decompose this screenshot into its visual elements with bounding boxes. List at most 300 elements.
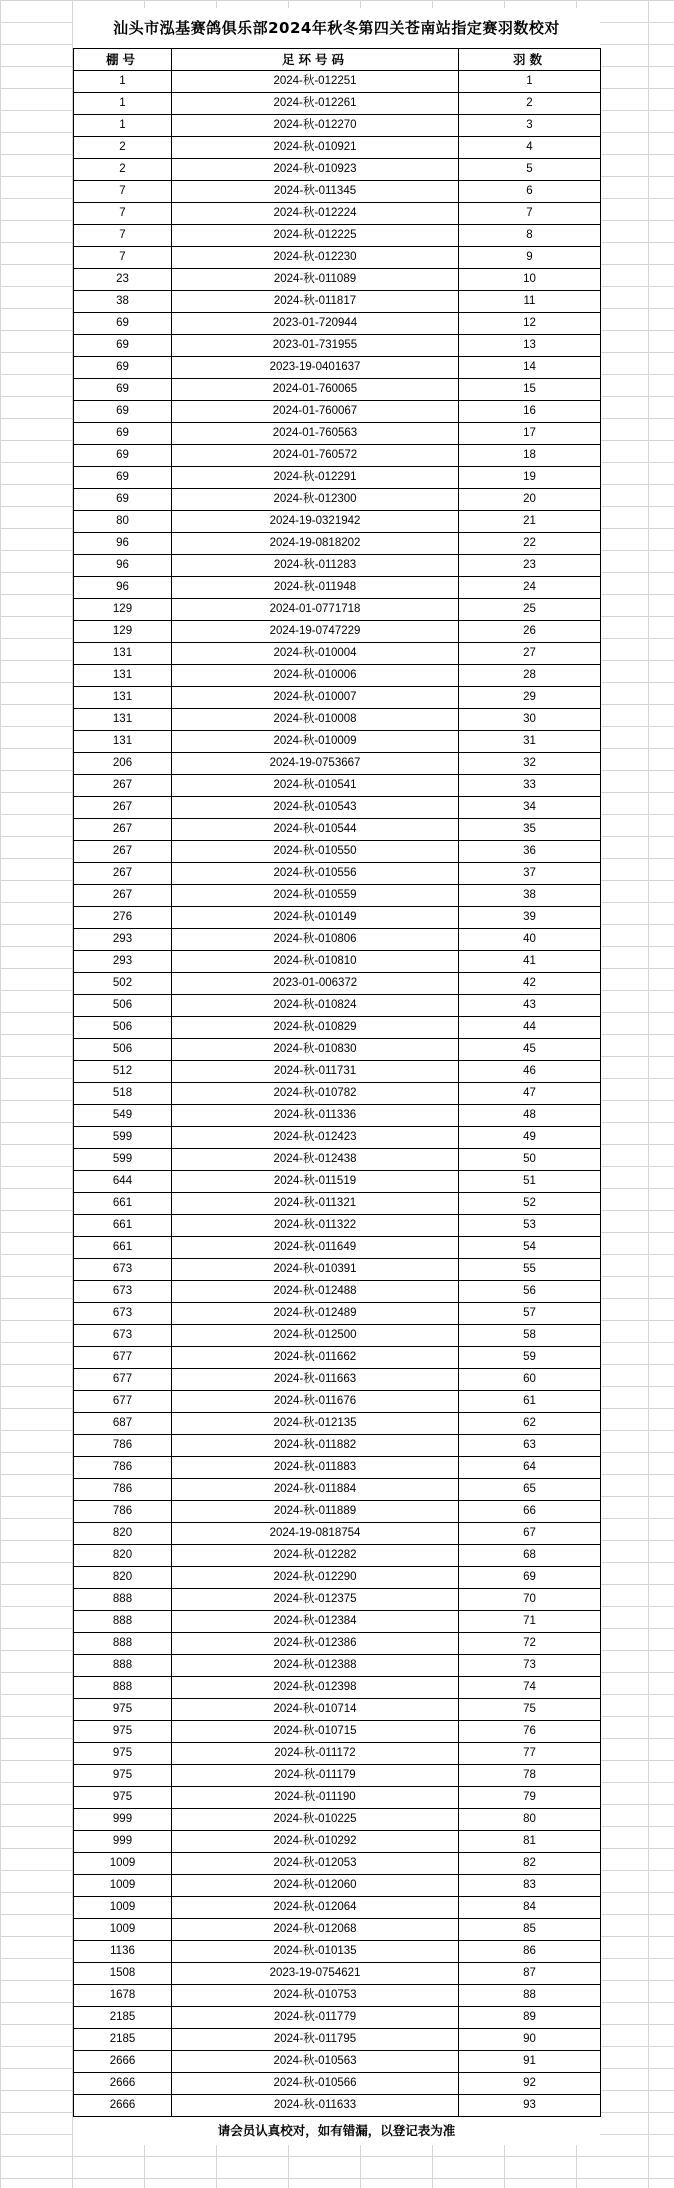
cell-bird-count: 90: [459, 2029, 601, 2051]
cell-ring-number: 2024-秋-012261: [172, 93, 459, 115]
table-row: [74, 1281, 601, 1303]
cell-loft-number: 7: [74, 181, 172, 203]
cell-loft-number: 1: [74, 115, 172, 137]
cell-bird-count: 69: [459, 1567, 601, 1589]
cell-ring-number: 2024-秋-010806: [172, 929, 459, 951]
cell-ring-number: 2024-秋-010563: [172, 2051, 459, 2073]
cell-loft-number: 1: [74, 93, 172, 115]
cell-loft-number: 2666: [74, 2051, 172, 2073]
cell-bird-count: 73: [459, 1655, 601, 1677]
cell-ring-number: 2024-秋-012270: [172, 115, 459, 137]
table-row: [74, 115, 601, 137]
cell-ring-number: 2024-秋-012053: [172, 1853, 459, 1875]
cell-ring-number: 2024-秋-010007: [172, 687, 459, 709]
table-row: [74, 2029, 601, 2051]
cell-bird-count: 4: [459, 137, 601, 159]
cell-ring-number: 2024-秋-011948: [172, 577, 459, 599]
cell-bird-count: 62: [459, 1413, 601, 1435]
table-row: [74, 907, 601, 929]
cell-ring-number: 2024-秋-011321: [172, 1193, 459, 1215]
cell-loft-number: 267: [74, 863, 172, 885]
cell-bird-count: 92: [459, 2073, 601, 2095]
table-row: [74, 2095, 601, 2117]
table-row: [74, 159, 601, 181]
cell-loft-number: 2185: [74, 2007, 172, 2029]
cell-bird-count: 55: [459, 1259, 601, 1281]
cell-loft-number: 673: [74, 1325, 172, 1347]
cell-loft-number: 506: [74, 1039, 172, 1061]
cell-bird-count: 77: [459, 1743, 601, 1765]
cell-ring-number: 2024-19-0321942: [172, 511, 459, 533]
cell-ring-number: 2024-秋-010004: [172, 643, 459, 665]
cell-ring-number: 2023-01-006372: [172, 973, 459, 995]
cell-loft-number: 2666: [74, 2073, 172, 2095]
cell-loft-number: 1009: [74, 1919, 172, 1941]
table-row: [74, 665, 601, 687]
table-row: [74, 2073, 601, 2095]
cell-ring-number: 2024-秋-011882: [172, 1435, 459, 1457]
cell-loft-number: 786: [74, 1435, 172, 1457]
table-row: [74, 863, 601, 885]
cell-bird-count: 50: [459, 1149, 601, 1171]
table-row: [74, 1787, 601, 1809]
cell-ring-number: 2024-秋-010753: [172, 1985, 459, 2007]
cell-ring-number: 2024-秋-011322: [172, 1215, 459, 1237]
table-row: [74, 1435, 601, 1457]
cell-ring-number: 2024-秋-012398: [172, 1677, 459, 1699]
cell-bird-count: 27: [459, 643, 601, 665]
table-row: [74, 709, 601, 731]
cell-loft-number: 1136: [74, 1941, 172, 1963]
table-row: [74, 599, 601, 621]
cell-bird-count: 35: [459, 819, 601, 841]
cell-bird-count: 2: [459, 93, 601, 115]
cell-loft-number: 7: [74, 225, 172, 247]
cell-ring-number: 2024-秋-012489: [172, 1303, 459, 1325]
table-row: [74, 269, 601, 291]
table-row: [74, 885, 601, 907]
table-row: [74, 1919, 601, 1941]
header-loft-number: 棚号: [74, 49, 172, 71]
cell-ring-number: 2024-秋-011633: [172, 2095, 459, 2117]
cell-ring-number: 2024-秋-010541: [172, 775, 459, 797]
cell-ring-number: 2023-19-0754621: [172, 1963, 459, 1985]
table-row: [74, 357, 601, 379]
cell-loft-number: 687: [74, 1413, 172, 1435]
cell-bird-count: 24: [459, 577, 601, 599]
table-row: [74, 489, 601, 511]
cell-bird-count: 1: [459, 71, 601, 93]
cell-ring-number: 2024-秋-010559: [172, 885, 459, 907]
cell-bird-count: 57: [459, 1303, 601, 1325]
cell-bird-count: 67: [459, 1523, 601, 1545]
table-row: [74, 247, 601, 269]
cell-loft-number: 661: [74, 1237, 172, 1259]
cell-ring-number: 2024-秋-010556: [172, 863, 459, 885]
cell-ring-number: 2024-秋-012064: [172, 1897, 459, 1919]
cell-ring-number: 2024-秋-010008: [172, 709, 459, 731]
table-row: [74, 731, 601, 753]
cell-ring-number: 2023-01-720944: [172, 313, 459, 335]
cell-loft-number: 293: [74, 929, 172, 951]
table-row: [74, 1171, 601, 1193]
cell-loft-number: 1: [74, 71, 172, 93]
table-row: [74, 1523, 601, 1545]
cell-loft-number: 677: [74, 1391, 172, 1413]
cell-bird-count: 29: [459, 687, 601, 709]
cell-bird-count: 22: [459, 533, 601, 555]
cell-loft-number: 69: [74, 379, 172, 401]
cell-loft-number: 267: [74, 819, 172, 841]
table-row: [74, 1391, 601, 1413]
cell-loft-number: 69: [74, 357, 172, 379]
table-row: [74, 1809, 601, 1831]
cell-bird-count: 18: [459, 445, 601, 467]
cell-ring-number: 2024-秋-012291: [172, 467, 459, 489]
cell-bird-count: 46: [459, 1061, 601, 1083]
cell-bird-count: 5: [459, 159, 601, 181]
cell-bird-count: 47: [459, 1083, 601, 1105]
cell-bird-count: 80: [459, 1809, 601, 1831]
cell-loft-number: 999: [74, 1809, 172, 1831]
cell-ring-number: 2024-01-0771718: [172, 599, 459, 621]
cell-bird-count: 32: [459, 753, 601, 775]
cell-loft-number: 786: [74, 1479, 172, 1501]
table-row: [74, 137, 601, 159]
cell-ring-number: 2024-秋-010782: [172, 1083, 459, 1105]
cell-bird-count: 56: [459, 1281, 601, 1303]
table-row: [74, 1633, 601, 1655]
cell-loft-number: 131: [74, 643, 172, 665]
cell-bird-count: 71: [459, 1611, 601, 1633]
cell-loft-number: 38: [74, 291, 172, 313]
table-row: [74, 445, 601, 467]
table-body: [74, 71, 601, 2117]
cell-bird-count: 42: [459, 973, 601, 995]
cell-loft-number: 131: [74, 687, 172, 709]
cell-bird-count: 8: [459, 225, 601, 247]
table-row: [74, 1479, 601, 1501]
cell-ring-number: 2024-秋-010715: [172, 1721, 459, 1743]
cell-loft-number: 888: [74, 1611, 172, 1633]
cell-ring-number: 2024-秋-011172: [172, 1743, 459, 1765]
table-row: [74, 1699, 601, 1721]
cell-ring-number: 2024-秋-011179: [172, 1765, 459, 1787]
cell-bird-count: 68: [459, 1545, 601, 1567]
cell-loft-number: 267: [74, 885, 172, 907]
cell-ring-number: 2024-秋-010829: [172, 1017, 459, 1039]
cell-loft-number: 7: [74, 247, 172, 269]
cell-ring-number: 2024-秋-012388: [172, 1655, 459, 1677]
table-row: [74, 1875, 601, 1897]
cell-loft-number: 549: [74, 1105, 172, 1127]
table-row: [74, 1347, 601, 1369]
cell-ring-number: 2024-19-0818202: [172, 533, 459, 555]
cell-bird-count: 19: [459, 467, 601, 489]
table-row: [74, 951, 601, 973]
cell-bird-count: 81: [459, 1831, 601, 1853]
cell-bird-count: 44: [459, 1017, 601, 1039]
cell-loft-number: 888: [74, 1589, 172, 1611]
cell-bird-count: 78: [459, 1765, 601, 1787]
sheet-title: 汕头市泓基赛鸽俱乐部2024年秋冬第四关苍南站指定赛羽数校对: [73, 8, 600, 48]
table-row: [74, 1655, 601, 1677]
table-row: [74, 71, 601, 93]
cell-loft-number: 1009: [74, 1875, 172, 1897]
table-row: [74, 1853, 601, 1875]
cell-ring-number: 2024-19-0818754: [172, 1523, 459, 1545]
table-row: [74, 797, 601, 819]
cell-loft-number: 506: [74, 1017, 172, 1039]
table-row: [74, 1501, 601, 1523]
cell-ring-number: 2024-秋-012488: [172, 1281, 459, 1303]
cell-bird-count: 48: [459, 1105, 601, 1127]
cell-loft-number: 673: [74, 1281, 172, 1303]
cell-bird-count: 39: [459, 907, 601, 929]
table-row: [74, 995, 601, 1017]
cell-ring-number: 2024-秋-011283: [172, 555, 459, 577]
cell-ring-number: 2024-秋-010543: [172, 797, 459, 819]
spreadsheet-sheet: [73, 8, 600, 2145]
table-row: [74, 2007, 601, 2029]
table-row: [74, 1083, 601, 1105]
table-row: [74, 1149, 601, 1171]
cell-bird-count: 60: [459, 1369, 601, 1391]
cell-loft-number: 786: [74, 1457, 172, 1479]
table-row: [74, 93, 601, 115]
cell-ring-number: 2024-秋-012068: [172, 1919, 459, 1941]
cell-ring-number: 2024-秋-011676: [172, 1391, 459, 1413]
cell-bird-count: 58: [459, 1325, 601, 1347]
cell-loft-number: 69: [74, 445, 172, 467]
cell-bird-count: 86: [459, 1941, 601, 1963]
cell-ring-number: 2024-秋-010714: [172, 1699, 459, 1721]
cell-ring-number: 2024-秋-012438: [172, 1149, 459, 1171]
cell-ring-number: 2024-秋-010292: [172, 1831, 459, 1853]
cell-ring-number: 2024-秋-011884: [172, 1479, 459, 1501]
cell-loft-number: 506: [74, 995, 172, 1017]
cell-bird-count: 28: [459, 665, 601, 687]
cell-loft-number: 661: [74, 1193, 172, 1215]
cell-loft-number: 512: [74, 1061, 172, 1083]
table-row: [74, 1325, 601, 1347]
cell-ring-number: 2024-秋-010921: [172, 137, 459, 159]
table-row: [74, 313, 601, 335]
cell-ring-number: 2024-秋-011817: [172, 291, 459, 313]
cell-ring-number: 2024-秋-010550: [172, 841, 459, 863]
cell-loft-number: 276: [74, 907, 172, 929]
cell-ring-number: 2024-秋-011649: [172, 1237, 459, 1259]
cell-loft-number: 131: [74, 709, 172, 731]
cell-loft-number: 96: [74, 555, 172, 577]
cell-loft-number: 820: [74, 1567, 172, 1589]
cell-loft-number: 975: [74, 1787, 172, 1809]
table-row: [74, 1897, 601, 1919]
cell-bird-count: 93: [459, 2095, 601, 2117]
cell-loft-number: 786: [74, 1501, 172, 1523]
cell-loft-number: 69: [74, 489, 172, 511]
cell-loft-number: 2: [74, 159, 172, 181]
cell-ring-number: 2023-01-731955: [172, 335, 459, 357]
table-row: [74, 841, 601, 863]
cell-ring-number: 2024-秋-010391: [172, 1259, 459, 1281]
table-row: [74, 1061, 601, 1083]
table-row: [74, 973, 601, 995]
cell-bird-count: 66: [459, 1501, 601, 1523]
cell-bird-count: 11: [459, 291, 601, 313]
cell-bird-count: 85: [459, 1919, 601, 1941]
cell-bird-count: 15: [459, 379, 601, 401]
cell-loft-number: 888: [74, 1655, 172, 1677]
cell-ring-number: 2024-秋-010006: [172, 665, 459, 687]
cell-ring-number: 2024-19-0753667: [172, 753, 459, 775]
cell-ring-number: 2024-秋-012290: [172, 1567, 459, 1589]
cell-bird-count: 33: [459, 775, 601, 797]
table-row: [74, 1589, 601, 1611]
cell-bird-count: 87: [459, 1963, 601, 1985]
cell-loft-number: 267: [74, 775, 172, 797]
footer-note: 请会员认真校对，如有错漏，以登记表为准: [73, 2117, 600, 2145]
cell-bird-count: 43: [459, 995, 601, 1017]
cell-ring-number: 2024-19-0747229: [172, 621, 459, 643]
cell-loft-number: 820: [74, 1545, 172, 1567]
table-row: [74, 753, 601, 775]
cell-ring-number: 2024-秋-011190: [172, 1787, 459, 1809]
cell-bird-count: 20: [459, 489, 601, 511]
cell-bird-count: 59: [459, 1347, 601, 1369]
cell-ring-number: 2024-秋-010824: [172, 995, 459, 1017]
cell-loft-number: 131: [74, 731, 172, 753]
cell-loft-number: 23: [74, 269, 172, 291]
cell-bird-count: 54: [459, 1237, 601, 1259]
cell-loft-number: 599: [74, 1127, 172, 1149]
header-row: [74, 49, 601, 71]
cell-loft-number: 129: [74, 599, 172, 621]
cell-loft-number: 1678: [74, 1985, 172, 2007]
cell-loft-number: 599: [74, 1149, 172, 1171]
table-row: [74, 1259, 601, 1281]
table-row: [74, 1127, 601, 1149]
cell-loft-number: 267: [74, 797, 172, 819]
table-row: [74, 643, 601, 665]
header-bird-count: 羽数: [459, 49, 601, 71]
cell-loft-number: 820: [74, 1523, 172, 1545]
table-row: [74, 1457, 601, 1479]
cell-loft-number: 69: [74, 313, 172, 335]
cell-ring-number: 2023-19-0401637: [172, 357, 459, 379]
cell-loft-number: 888: [74, 1677, 172, 1699]
table-row: [74, 819, 601, 841]
cell-bird-count: 13: [459, 335, 601, 357]
cell-ring-number: 2024-秋-010544: [172, 819, 459, 841]
cell-loft-number: 96: [74, 577, 172, 599]
cell-ring-number: 2024-秋-012251: [172, 71, 459, 93]
cell-bird-count: 3: [459, 115, 601, 137]
table-row: [74, 2051, 601, 2073]
cell-bird-count: 76: [459, 1721, 601, 1743]
cell-loft-number: 1009: [74, 1897, 172, 1919]
results-table: [73, 48, 601, 2117]
cell-bird-count: 64: [459, 1457, 601, 1479]
table-row: [74, 1721, 601, 1743]
table-row: [74, 1369, 601, 1391]
cell-ring-number: 2024-秋-012135: [172, 1413, 459, 1435]
cell-ring-number: 2024-秋-010009: [172, 731, 459, 753]
cell-loft-number: 673: [74, 1259, 172, 1281]
cell-loft-number: 975: [74, 1743, 172, 1765]
cell-bird-count: 7: [459, 203, 601, 225]
cell-ring-number: 2024-秋-011795: [172, 2029, 459, 2051]
cell-ring-number: 2024-01-760067: [172, 401, 459, 423]
cell-loft-number: 69: [74, 401, 172, 423]
cell-ring-number: 2024-秋-012060: [172, 1875, 459, 1897]
header-ring-number: 足环号码: [172, 49, 459, 71]
cell-bird-count: 63: [459, 1435, 601, 1457]
cell-bird-count: 17: [459, 423, 601, 445]
cell-loft-number: 975: [74, 1699, 172, 1721]
table-row: [74, 423, 601, 445]
cell-ring-number: 2024-秋-011089: [172, 269, 459, 291]
cell-bird-count: 12: [459, 313, 601, 335]
cell-loft-number: 7: [74, 203, 172, 225]
cell-bird-count: 51: [459, 1171, 601, 1193]
cell-bird-count: 9: [459, 247, 601, 269]
cell-ring-number: 2024-秋-011889: [172, 1501, 459, 1523]
cell-loft-number: 673: [74, 1303, 172, 1325]
cell-ring-number: 2024-01-760563: [172, 423, 459, 445]
cell-bird-count: 52: [459, 1193, 601, 1215]
cell-bird-count: 53: [459, 1215, 601, 1237]
cell-ring-number: 2024-秋-011662: [172, 1347, 459, 1369]
cell-bird-count: 16: [459, 401, 601, 423]
cell-bird-count: 25: [459, 599, 601, 621]
cell-ring-number: 2024-秋-010135: [172, 1941, 459, 1963]
cell-loft-number: 975: [74, 1721, 172, 1743]
cell-bird-count: 74: [459, 1677, 601, 1699]
cell-ring-number: 2024-秋-010830: [172, 1039, 459, 1061]
table-row: [74, 225, 601, 247]
table-row: [74, 1567, 601, 1589]
cell-ring-number: 2024-秋-012224: [172, 203, 459, 225]
cell-loft-number: 999: [74, 1831, 172, 1853]
cell-loft-number: 975: [74, 1765, 172, 1787]
table-row: [74, 929, 601, 951]
cell-bird-count: 37: [459, 863, 601, 885]
table-row: [74, 1215, 601, 1237]
cell-bird-count: 72: [459, 1633, 601, 1655]
cell-loft-number: 518: [74, 1083, 172, 1105]
cell-loft-number: 2666: [74, 2095, 172, 2117]
table-row: [74, 291, 601, 313]
table-row: [74, 1017, 601, 1039]
cell-bird-count: 31: [459, 731, 601, 753]
cell-loft-number: 677: [74, 1347, 172, 1369]
cell-ring-number: 2024-秋-010810: [172, 951, 459, 973]
table-row: [74, 1193, 601, 1215]
table-row: [74, 1237, 601, 1259]
cell-ring-number: 2024-秋-012225: [172, 225, 459, 247]
table-row: [74, 379, 601, 401]
table-row: [74, 577, 601, 599]
cell-bird-count: 41: [459, 951, 601, 973]
cell-bird-count: 61: [459, 1391, 601, 1413]
cell-loft-number: 661: [74, 1215, 172, 1237]
cell-loft-number: 2185: [74, 2029, 172, 2051]
cell-ring-number: 2024-秋-010149: [172, 907, 459, 929]
cell-loft-number: 293: [74, 951, 172, 973]
cell-loft-number: 677: [74, 1369, 172, 1391]
table-row: [74, 1303, 601, 1325]
